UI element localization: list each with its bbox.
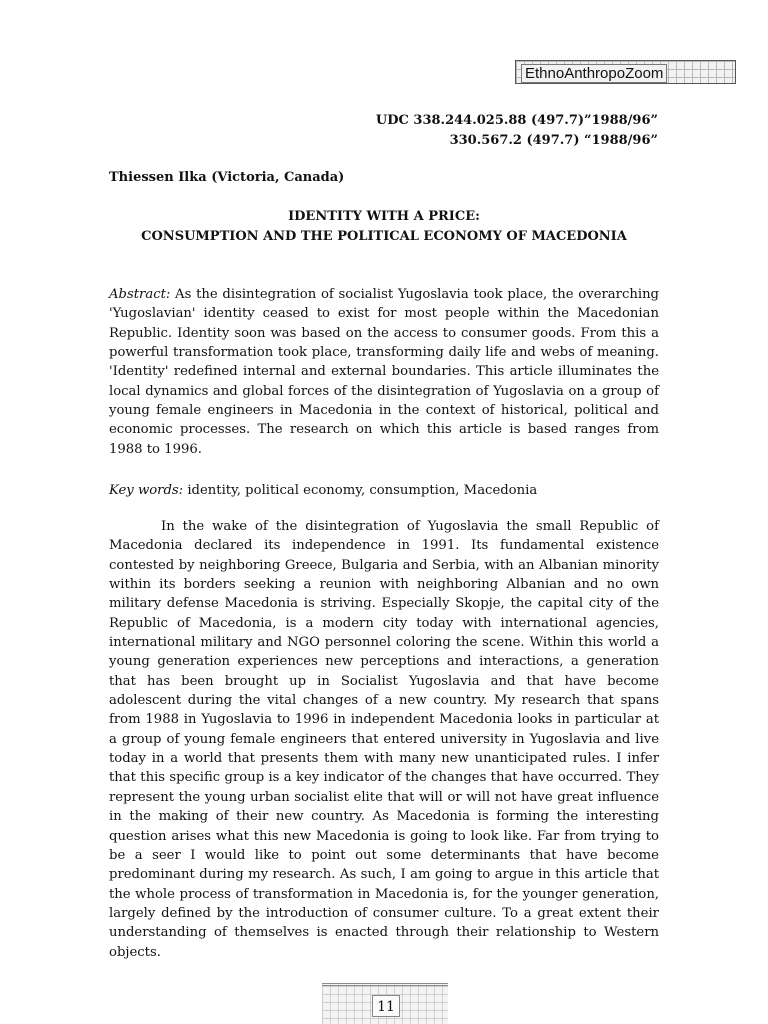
journal-header-badge <box>515 60 736 84</box>
udc-line-2: 330.567.2 (497.7) “1988/96” <box>449 133 658 148</box>
body-paragraph: In the wake of the disintegration of Yugoslavia the small Republic of Macedonia declared its independence in 1991. Its fundamental existence contested by neighboring Greece, Bulgaria and Serbia, with an Albanian minority within its borders seeking a reunion with neighboring Albanian and no own military defense Macedonia is striving. Especially Skopje, the capital city of the Republic of Macedonia, is a modern city today with international agencies, international military and NGO personnel coloring the scene. Within this world a young generation experiences new perceptions and interactions, a generation that has been brought up in Socialist Yugoslavia and that have become adolescent during the vital changes of a new country. My research that spans from 1988 in Yugoslavia to 1996 in independent Macedonia looks in particular at a group of young female engineers that entered university in Yugoslavia and live today in a world that presents them with many new unanticipated rules. I infer that this specific group is a key indicator of the changes that have occurred. They represent the young urban socialist elite that will or will not have great influence in the making of their new country. As Macedonia is forming the interesting question arises what this new Macedonia is going to look like. Far from trying to be a seer I would like to point out some determinants that have become predominant during my research. As such, I am going to argue in this article that the whole process of transformation in Macedonia is, for the younger generation, largely defined by the introduction of consumer culture. To a great extent their understanding of themselves is enacted through their relationship to Western objects. <box>109 519 659 960</box>
title-line-1: IDENTITY WITH A PRICE: <box>288 209 480 224</box>
abstract-text: As the disintegration of socialist Yugoslavia took place, the overarching 'Yugoslavian' identity ceased to exist for most people within the Macedonian Republic. Identity soon was based on the access to consumer goods. From this a powerful transformation took place, transforming daily life and webs of meaning. 'Identity' redefined internal and external boundaries. This article illuminates the local dynamics and global forces of the disintegration of Yugoslavia on a group of young female engineers in Macedonia in the context of historical, political and economic processes. The research on which this article is based ranges from 1988 to 1996. <box>109 287 659 457</box>
keywords-label: Key words: <box>109 483 184 498</box>
keywords-paragraph <box>109 481 659 500</box>
abstract-paragraph <box>109 285 659 459</box>
page-number: 11 <box>372 995 400 1017</box>
journal-name: EthnoAnthropoZoom <box>521 64 667 83</box>
udc-classification <box>258 111 658 151</box>
title-line-2: CONSUMPTION AND THE POLITICAL ECONOMY OF MACEDONIA <box>141 229 627 244</box>
article-title <box>109 207 659 247</box>
keywords-text: identity, political economy, consumption, Macedonia <box>183 483 538 498</box>
udc-line-1: UDC 338.244.025.88 (497.7)”1988/96” <box>375 113 658 128</box>
abstract-label: Abstract: <box>109 287 171 302</box>
author-line: Thiessen Ilka (Victoria, Canada) <box>109 170 345 185</box>
